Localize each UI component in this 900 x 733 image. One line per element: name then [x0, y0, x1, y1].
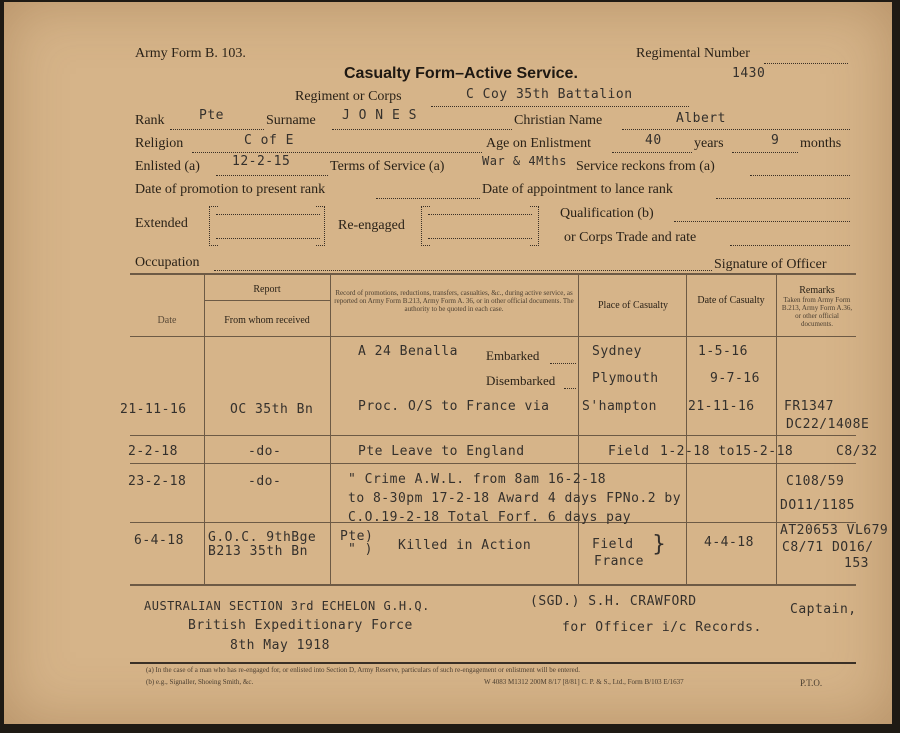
row6-place-brace: }: [652, 532, 666, 557]
row5-record-line3: C.O.19-2-18 Total Forf. 6 days pay: [348, 510, 632, 525]
christian-name-value: Albert: [676, 111, 726, 126]
row6-ditto: " ): [348, 542, 373, 557]
row1-casualty-date: 1-5-16: [698, 344, 748, 359]
row3-record: Proc. O/S to France via: [358, 399, 550, 414]
row5-record-line2: to 8-30pm 17-2-18 Award 4 days FPNo.2 by: [348, 491, 682, 506]
row6-casualty-date: 4-4-18: [704, 535, 754, 550]
surname-label: Surname: [266, 113, 316, 128]
report-header: Report: [253, 284, 281, 295]
footnote-a: (a) In the case of a man who has re-engaged for, or enlisted into Section D, Army Reserve, particulars of such re-engagement or enlistment will be entered.: [146, 666, 580, 674]
row3-place: S'hampton: [582, 399, 657, 414]
remarks-subheader: Taken from Army Form B.213, Army Form A.36, or other official documents.: [781, 296, 853, 328]
surname-value: J O N E S: [342, 108, 417, 123]
reengaged-label: Re-engaged: [338, 218, 405, 233]
record-header: Record of promotions, reductions, transfers, casualties, &c., during active service, as reported on Army Form B.213, Army Form A. 36, or in other official documents. The authority to be quoted in each case.: [334, 289, 574, 313]
printer-line: W 4083 M1312 200M 8/17 [8/81] C. P. & S., Ltd., Form B/103 E/1637: [484, 678, 684, 686]
row3-casualty-date: 21-11-16: [688, 399, 755, 414]
service-reckons-label: Service reckons from (a): [576, 159, 715, 174]
casualty-date-header: Date of Casualty: [697, 295, 765, 306]
months-label: months: [800, 136, 842, 151]
row4-remark: C8/32: [836, 444, 878, 459]
terms-value: War & 4Mths: [482, 154, 567, 168]
stamp-section-line: AUSTRALIAN SECTION 3rd ECHELON G.H.Q.: [144, 599, 430, 613]
remarks-header: Remarks: [799, 285, 835, 296]
religion-value: C of E: [244, 133, 294, 148]
row3-remark-2: DC22/1408E: [786, 417, 870, 432]
casualty-form-sheet: [4, 2, 892, 724]
army-form-number: Army Form B. 103.: [135, 46, 246, 61]
disembarked-label: Disembarked: [486, 373, 556, 388]
stamp-for-officer: for Officer i/c Records.: [562, 620, 762, 635]
row6-remark-1: AT20653 VL679: [780, 523, 889, 538]
row6-place-line1: Field: [592, 537, 634, 552]
form-title: Casualty Form–Active Service.: [344, 65, 578, 82]
from-whom-header: From whom received: [224, 315, 310, 326]
row6-record: Killed in Action: [398, 538, 532, 553]
row4-casualty-date: 1-2-18 to15-2-18: [660, 444, 794, 459]
enlisted-value: 12-2-15: [232, 154, 291, 169]
row4-place: Field: [608, 444, 650, 459]
lance-rank-label: Date of appointment to lance rank: [482, 182, 673, 197]
row1-place: Sydney: [592, 344, 642, 359]
row1-record: A 24 Benalla: [358, 344, 458, 359]
row3-remark: FR1347: [784, 399, 834, 414]
regimental-number-value: 1430: [732, 66, 766, 81]
row2-place: Plymouth: [592, 371, 659, 386]
row5-from: -do-: [248, 474, 282, 489]
row2-casualty-date: 9-7-16: [710, 371, 760, 386]
enlisted-label: Enlisted (a): [135, 159, 200, 174]
stamp-bef-line: British Expeditionary Force: [188, 618, 413, 633]
stamp-signed: (SGD.) S.H. CRAWFORD: [530, 594, 697, 609]
stamp-rank: Captain,: [790, 602, 857, 617]
row6-rank: Pte): [340, 529, 374, 544]
row3-from: OC 35th Bn: [230, 402, 314, 417]
extended-label: Extended: [135, 216, 188, 231]
regiment-label: Regiment or Corps: [295, 89, 402, 104]
occupation-label: Occupation: [135, 255, 200, 270]
religion-label: Religion: [135, 136, 184, 151]
age-years-value: 40: [645, 133, 662, 148]
terms-label: Terms of Service (a): [330, 159, 445, 174]
rank-value: Pte: [199, 108, 224, 123]
signature-label: Signature of Officer: [714, 257, 827, 272]
place-header: Place of Casualty: [598, 300, 668, 311]
age-months-value: 9: [771, 133, 780, 148]
qualification-label: Qualification (b): [560, 206, 654, 221]
row6-place-line2: France: [594, 554, 644, 569]
embarked-label: Embarked: [486, 348, 540, 363]
row4-date: 2-2-18: [128, 444, 178, 459]
pto-label: P.T.O.: [800, 678, 823, 688]
regimental-number-label: Regimental Number: [636, 46, 750, 61]
footnote-b: (b) e.g., Signaller, Shoeing Smith, &c.: [146, 678, 254, 686]
row6-date: 6-4-18: [134, 533, 184, 548]
row6-from-line1: G.O.C. 9thBge: [208, 530, 317, 545]
row5-date: 23-2-18: [128, 474, 187, 489]
row4-record: Pte Leave to England: [358, 444, 525, 459]
rank-label: Rank: [135, 113, 165, 128]
age-label: Age on Enlistment: [486, 136, 591, 151]
row5-remark-1: C108/59: [786, 474, 845, 489]
row5-record-line1: " Crime A.W.L. from 8am 16-2-18: [348, 472, 607, 487]
years-label: years: [694, 136, 724, 151]
regiment-value: C Coy 35th Battalion: [466, 87, 633, 102]
promotion-label: Date of promotion to present rank: [135, 182, 326, 197]
christian-name-label: Christian Name: [514, 113, 603, 128]
row4-from: -do-: [248, 444, 282, 459]
row6-remark-2: C8/71 DO16/: [782, 540, 874, 555]
corps-trade-label: or Corps Trade and rate: [564, 230, 697, 245]
row5-remark-2: DO11/1185: [780, 498, 855, 513]
date-header: Date: [157, 315, 177, 326]
row3-date: 21-11-16: [120, 402, 187, 417]
row6-from-line2: B213 35th Bn: [208, 544, 308, 559]
row6-remark-3: 153: [844, 556, 869, 571]
stamp-date: 8th May 1918: [230, 638, 330, 653]
